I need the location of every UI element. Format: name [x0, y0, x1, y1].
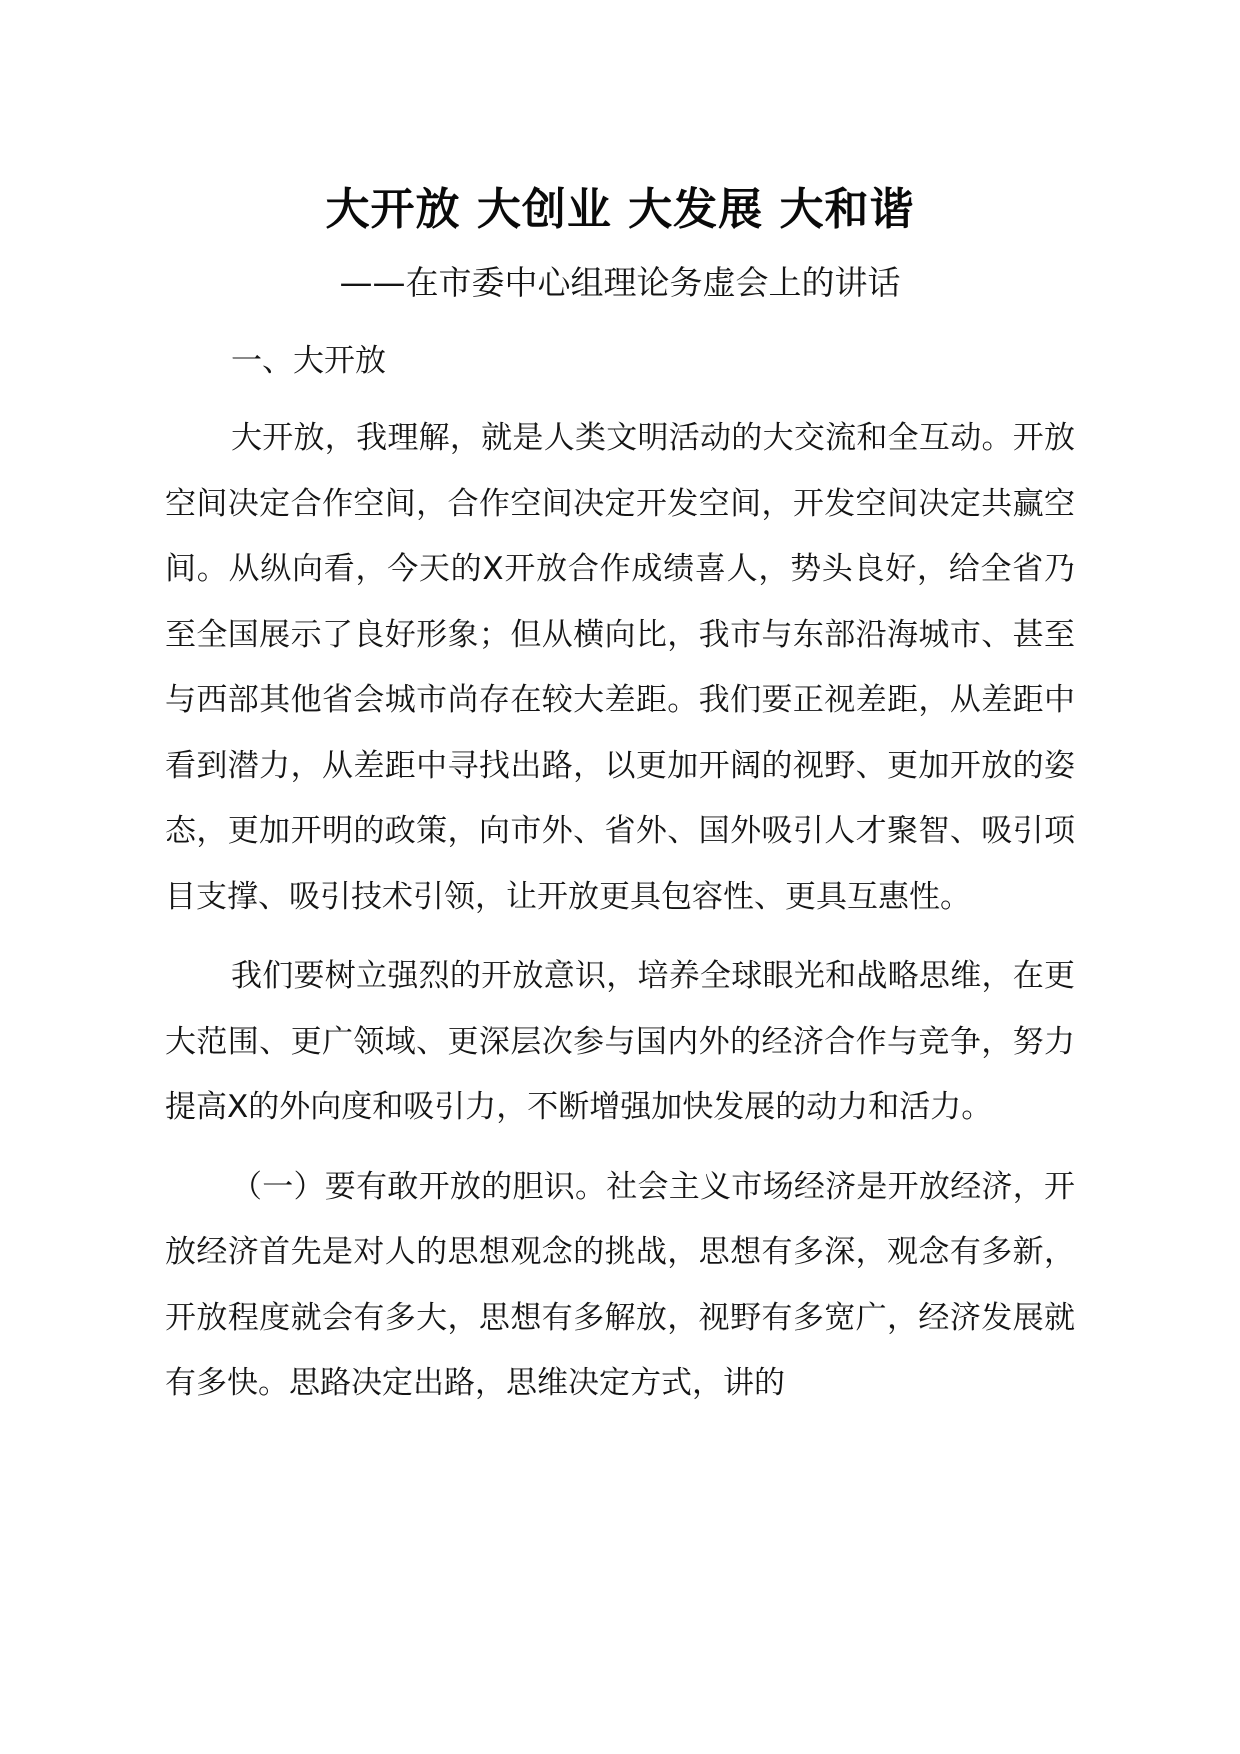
document-title: 大开放 大创业 大发展 大和谐 — [325, 184, 915, 235]
document-subtitle: ——在市委中心组理论务虚会上的讲话 — [339, 263, 901, 302]
paragraph-1: 大开放，我理解，就是人类文明活动的大交流和全互动。开放空间决定合作空间，合作空间决定开发空间，开发空间决定共赢空间。从纵向看，今天的X开放合作成绩喜人，势头良好，给全省乃至全国展示了良好形象；但从横向比，我市与东部沿海城市、甚至与西部其他省会城市尚存在较大差距。我们要正视差距，从差距中看到潜力，从差距中寻找出路，以更加开阔的视野、更加开放的姿态，更加开明的政策，向市外、省外、国外吸引人才聚智、吸引项目支撑、吸引技术引领，让开放更具包容性、更具互惠性。 — [165, 420, 1075, 915]
document-page — [165, 178, 1075, 1417]
section-heading: 一、大开放 — [231, 343, 386, 379]
paragraph-3: （一）要有敢开放的胆识。社会主义市场经济是开放经济，开放经济首先是对人的思想观念的挑战，思想有多深，观念有多新，开放程度就会有多大，思想有多解放，视野有多宽广，经济发展就有多快。思路决定出路，思维决定方式，讲的 — [165, 1168, 1075, 1401]
paragraph-2: 我们要树立强烈的开放意识，培养全球眼光和战略思维，在更大范围、更广领域、更深层次参与国内外的经济合作与竞争，努力提高X的外向度和吸引力，不断增强加快发展的动力和活力。 — [165, 958, 1075, 1125]
